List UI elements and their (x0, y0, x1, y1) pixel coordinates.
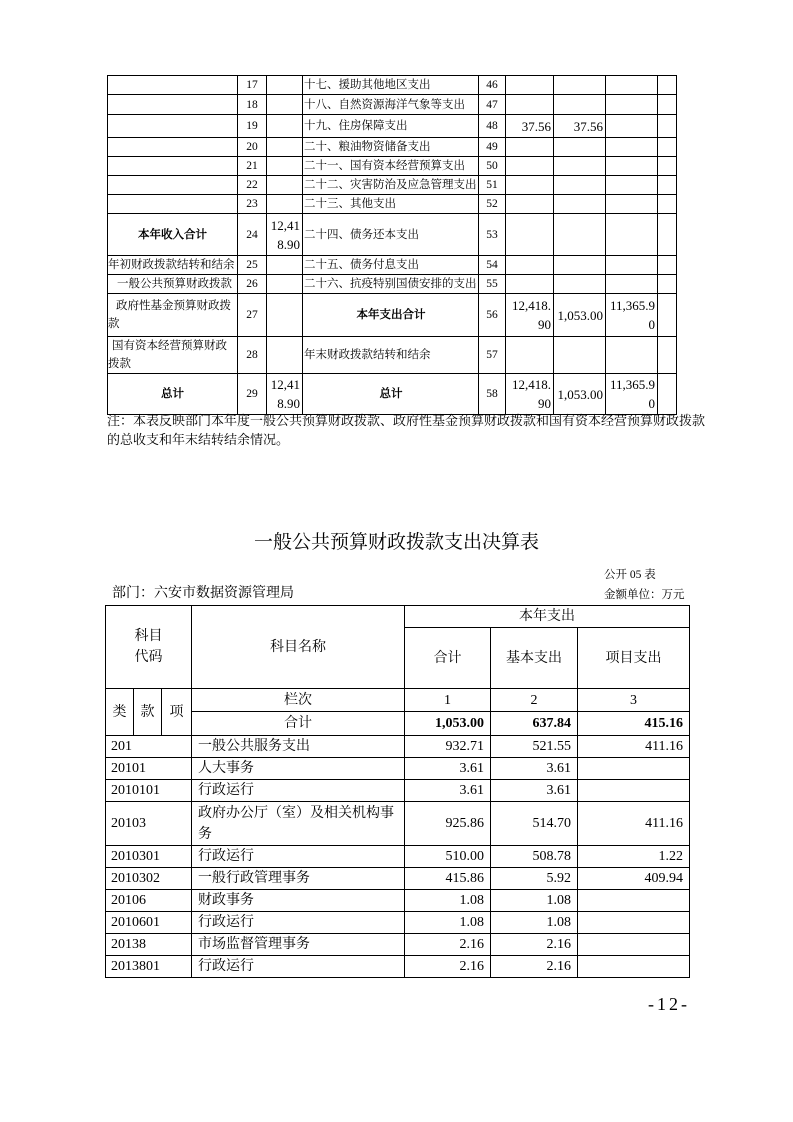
expense-basic-cell: 1,053.00 (554, 374, 606, 415)
project-expense-cell (578, 758, 690, 780)
basic-expense-cell: 3.61 (491, 780, 578, 802)
current-year-expense-header: 本年支出 (405, 606, 690, 628)
total-expense-cell: 3.61 (405, 780, 491, 802)
subject-code-cell: 2010601 (106, 912, 192, 934)
basic-expense-cell: 1.08 (491, 890, 578, 912)
subject-code-header (106, 606, 192, 689)
subject-name-cell: 政府办公厅（室）及相关机构事务 (192, 802, 405, 846)
expense-total-cell (506, 138, 554, 157)
department-label: 部门：六安市数据资源管理局 (112, 586, 294, 601)
table-row (106, 758, 690, 780)
income-line-number-cell: 27 (238, 294, 267, 337)
income-line-number-cell: 29 (238, 374, 267, 415)
subject-name-cell: 人大事务 (192, 758, 405, 780)
subject-code-cell: 20106 (106, 890, 192, 912)
expense-basic-cell (554, 138, 606, 157)
expense-basic-cell (554, 195, 606, 214)
income-line-number-cell: 23 (238, 195, 267, 214)
expense-item-cell: 年末财政拨款结转和结余 (303, 337, 479, 374)
income-item-cell (108, 138, 238, 157)
expense-total-cell (506, 337, 554, 374)
expense-project-cell (606, 115, 658, 138)
expense-line-number-cell: 50 (479, 157, 506, 176)
table-row (106, 780, 690, 802)
table-row (108, 76, 677, 95)
page-title: 一般公共预算财政拨款支出决算表 (253, 532, 539, 553)
column-index-row (106, 689, 690, 712)
expense-project-cell (606, 157, 658, 176)
blank-cell (658, 157, 677, 176)
subject-code-cell: 20138 (106, 934, 192, 956)
subject-name-cell: 行政运行 (192, 780, 405, 802)
expense-project-cell (606, 138, 658, 157)
table-row (106, 956, 690, 978)
subject-code-cell: 2010301 (106, 846, 192, 868)
project-expense-cell: 411.16 (578, 802, 690, 846)
subject-name-cell: 行政运行 (192, 912, 405, 934)
expense-project-cell (606, 214, 658, 256)
expense-line-number-cell: 47 (479, 95, 506, 115)
fund-summary-table-body (108, 76, 677, 415)
income-item-cell (108, 95, 238, 115)
subject-code-cell: 2010302 (106, 868, 192, 890)
income-item-cell (108, 76, 238, 95)
project-expense-cell: 411.16 (578, 736, 690, 758)
project-expense-cell: 409.94 (578, 868, 690, 890)
expense-basic-cell (554, 275, 606, 294)
blank-cell (658, 294, 677, 337)
blank-cell (658, 374, 677, 415)
expense-line-number-cell: 53 (479, 214, 506, 256)
expense-line-number-cell: 52 (479, 195, 506, 214)
expenditure-table (105, 605, 690, 978)
expense-line-number-cell: 51 (479, 176, 506, 195)
blank-cell (658, 275, 677, 294)
amount-unit: 金额单位：万元 (604, 589, 685, 601)
income-line-number-cell: 22 (238, 176, 267, 195)
total-row-project: 415.16 (578, 712, 690, 736)
item-header: 项 (162, 689, 192, 736)
expense-basic-cell (554, 157, 606, 176)
subject-name-cell: 一般行政管理事务 (192, 868, 405, 890)
page-number: -12- (648, 994, 690, 1014)
table-row (106, 802, 690, 846)
income-item-cell (108, 195, 238, 214)
income-amount-cell (267, 95, 303, 115)
expense-line-number-cell: 58 (479, 374, 506, 415)
basic-expense-cell: 2.16 (491, 934, 578, 956)
blank-cell (658, 76, 677, 95)
table-row (106, 868, 690, 890)
table-row (108, 294, 677, 337)
total-row-label: 合计 (192, 712, 405, 736)
basic-expense-cell: 514.70 (491, 802, 578, 846)
income-amount-cell (267, 138, 303, 157)
expense-project-cell: 11,365.90 (606, 374, 658, 415)
income-item-cell: 政府性基金预算财政拨款 (108, 294, 238, 337)
income-item-cell (108, 176, 238, 195)
expense-project-cell (606, 195, 658, 214)
subject-name-cell: 一般公共服务支出 (192, 736, 405, 758)
expense-item-cell: 二十四、债务还本支出 (303, 214, 479, 256)
total-expense-cell: 925.86 (405, 802, 491, 846)
table-row (108, 337, 677, 374)
expense-basic-cell (554, 176, 606, 195)
total-row (106, 712, 690, 736)
header-row (106, 606, 690, 628)
income-amount-cell: 12,418.90 (267, 374, 303, 415)
subject-name-cell: 市场监督管理事务 (192, 934, 405, 956)
table-row (106, 736, 690, 758)
expense-line-number-cell: 49 (479, 138, 506, 157)
blank-cell (658, 176, 677, 195)
column-index-3: 3 (578, 689, 690, 712)
table-row (106, 912, 690, 934)
project-expense-cell (578, 956, 690, 978)
subject-name-cell: 行政运行 (192, 956, 405, 978)
income-amount-cell (267, 256, 303, 275)
expense-item-cell: 二十三、其他支出 (303, 195, 479, 214)
table-row (108, 275, 677, 294)
subject-name-header: 科目名称 (192, 606, 405, 689)
basic-expense-cell: 521.55 (491, 736, 578, 758)
table-row (108, 374, 677, 415)
basic-expense-cell: 1.08 (491, 912, 578, 934)
project-expense-cell (578, 934, 690, 956)
subject-name-cell: 行政运行 (192, 846, 405, 868)
subject-code-header-label: 科目代码 (134, 629, 163, 665)
expense-project-cell: 11,365.90 (606, 294, 658, 337)
expense-project-cell (606, 275, 658, 294)
column-index-label: 栏次 (192, 689, 405, 712)
table-note: 注：本表反映部门本年度一般公共预算财政拨款、政府性基金预算财政拨款和国有资本经营预算财政拨款的总收支和年末结转结余情况。 (107, 413, 706, 447)
expense-basic-cell (554, 95, 606, 115)
expense-basic-cell (554, 76, 606, 95)
expense-total-cell (506, 275, 554, 294)
subject-code-cell: 2013801 (106, 956, 192, 978)
subject-code-cell: 2010101 (106, 780, 192, 802)
expense-total-cell (506, 157, 554, 176)
expense-project-cell (606, 95, 658, 115)
expense-line-number-cell: 48 (479, 115, 506, 138)
basic-expense-cell: 5.92 (491, 868, 578, 890)
income-item-cell: 年初财政拨款结转和结余 (108, 256, 238, 275)
income-item-cell (108, 115, 238, 138)
income-line-number-cell: 24 (238, 214, 267, 256)
table-row (108, 195, 677, 214)
income-item-cell: 一般公共预算财政拨款 (108, 275, 238, 294)
expenditure-table-body (106, 606, 690, 978)
income-amount-cell (267, 337, 303, 374)
expense-line-number-cell: 55 (479, 275, 506, 294)
income-line-number-cell: 20 (238, 138, 267, 157)
blank-cell (658, 95, 677, 115)
income-amount-cell (267, 115, 303, 138)
expense-total-cell: 37.56 (506, 115, 554, 138)
income-amount-cell (267, 76, 303, 95)
total-expense-cell: 2.16 (405, 956, 491, 978)
expense-total-cell (506, 95, 554, 115)
basic-expense-cell: 2.16 (491, 956, 578, 978)
basic-expense-cell: 3.61 (491, 758, 578, 780)
total-expense-cell: 2.16 (405, 934, 491, 956)
income-item-cell: 本年收入合计 (108, 214, 238, 256)
income-line-number-cell: 18 (238, 95, 267, 115)
basic-expense-header: 基本支出 (491, 628, 578, 689)
expense-project-cell (606, 256, 658, 275)
total-row-total: 1,053.00 (405, 712, 491, 736)
blank-cell (658, 115, 677, 138)
subject-code-cell: 20101 (106, 758, 192, 780)
class-header: 类 (106, 689, 134, 736)
expense-item-cell: 二十、粮油物资储备支出 (303, 138, 479, 157)
income-amount-cell (267, 157, 303, 176)
expense-total-cell (506, 214, 554, 256)
section-header: 款 (134, 689, 162, 736)
table-row (106, 934, 690, 956)
total-expense-cell: 415.86 (405, 868, 491, 890)
income-line-number-cell: 17 (238, 76, 267, 95)
table-row (108, 176, 677, 195)
expense-total-cell (506, 176, 554, 195)
expense-project-cell (606, 337, 658, 374)
table-row (108, 138, 677, 157)
blank-cell (658, 337, 677, 374)
expense-item-cell: 本年支出合计 (303, 294, 479, 337)
expense-line-number-cell: 54 (479, 256, 506, 275)
income-amount-cell (267, 294, 303, 337)
income-amount-cell (267, 195, 303, 214)
subject-name-cell: 财政事务 (192, 890, 405, 912)
expense-item-cell: 二十六、抗疫特别国债安排的支出 (303, 275, 479, 294)
total-expense-cell: 1.08 (405, 890, 491, 912)
income-item-cell: 总计 (108, 374, 238, 415)
total-header: 合计 (405, 628, 491, 689)
project-expense-header: 项目支出 (578, 628, 690, 689)
expense-total-cell: 12,418.90 (506, 374, 554, 415)
expense-total-cell (506, 256, 554, 275)
total-expense-cell: 3.61 (405, 758, 491, 780)
expense-basic-cell (554, 214, 606, 256)
subject-code-cell: 20103 (106, 802, 192, 846)
income-amount-cell (267, 275, 303, 294)
income-item-cell (108, 157, 238, 176)
expense-basic-cell: 1,053.00 (554, 294, 606, 337)
subject-code-cell: 201 (106, 736, 192, 758)
table-row (106, 846, 690, 868)
total-row-basic: 637.84 (491, 712, 578, 736)
expense-basic-cell: 37.56 (554, 115, 606, 138)
expense-item-cell: 二十五、债务付息支出 (303, 256, 479, 275)
expense-item-cell: 十八、自然资源海洋气象等支出 (303, 95, 479, 115)
income-amount-cell: 12,418.90 (267, 214, 303, 256)
column-index-1: 1 (405, 689, 491, 712)
expense-total-cell: 12,418.90 (506, 294, 554, 337)
income-line-number-cell: 25 (238, 256, 267, 275)
table-row (108, 95, 677, 115)
income-line-number-cell: 19 (238, 115, 267, 138)
fund-summary-table (107, 75, 677, 415)
blank-cell (658, 256, 677, 275)
basic-expense-cell: 508.78 (491, 846, 578, 868)
project-expense-cell: 1.22 (578, 846, 690, 868)
table-row (108, 157, 677, 176)
blank-cell (658, 138, 677, 157)
expense-basic-cell (554, 256, 606, 275)
expense-item-cell: 十九、住房保障支出 (303, 115, 479, 138)
expense-total-cell (506, 195, 554, 214)
column-index-2: 2 (491, 689, 578, 712)
income-line-number-cell: 26 (238, 275, 267, 294)
blank-cell (658, 195, 677, 214)
expense-total-cell (506, 76, 554, 95)
project-expense-cell (578, 890, 690, 912)
expense-line-number-cell: 56 (479, 294, 506, 337)
expense-item-cell: 二十一、国有资本经营预算支出 (303, 157, 479, 176)
project-expense-cell (578, 912, 690, 934)
expense-item-cell: 二十二、灾害防治及应急管理支出 (303, 176, 479, 195)
table-row (106, 890, 690, 912)
expense-basic-cell (554, 337, 606, 374)
table-row (108, 256, 677, 275)
total-expense-cell: 510.00 (405, 846, 491, 868)
project-expense-cell (578, 780, 690, 802)
expense-line-number-cell: 46 (479, 76, 506, 95)
table-row (108, 115, 677, 138)
income-line-number-cell: 28 (238, 337, 267, 374)
total-expense-cell: 932.71 (405, 736, 491, 758)
blank-cell (658, 214, 677, 256)
expense-line-number-cell: 57 (479, 337, 506, 374)
expense-item-cell: 十七、援助其他地区支出 (303, 76, 479, 95)
expense-project-cell (606, 176, 658, 195)
expense-project-cell (606, 76, 658, 95)
income-item-cell: 国有资本经营预算财政拨款 (108, 337, 238, 374)
total-expense-cell: 1.08 (405, 912, 491, 934)
income-amount-cell (267, 176, 303, 195)
expense-item-cell: 总计 (303, 374, 479, 415)
income-line-number-cell: 21 (238, 157, 267, 176)
table-row (108, 214, 677, 256)
form-number: 公开 05 表 (604, 569, 656, 581)
